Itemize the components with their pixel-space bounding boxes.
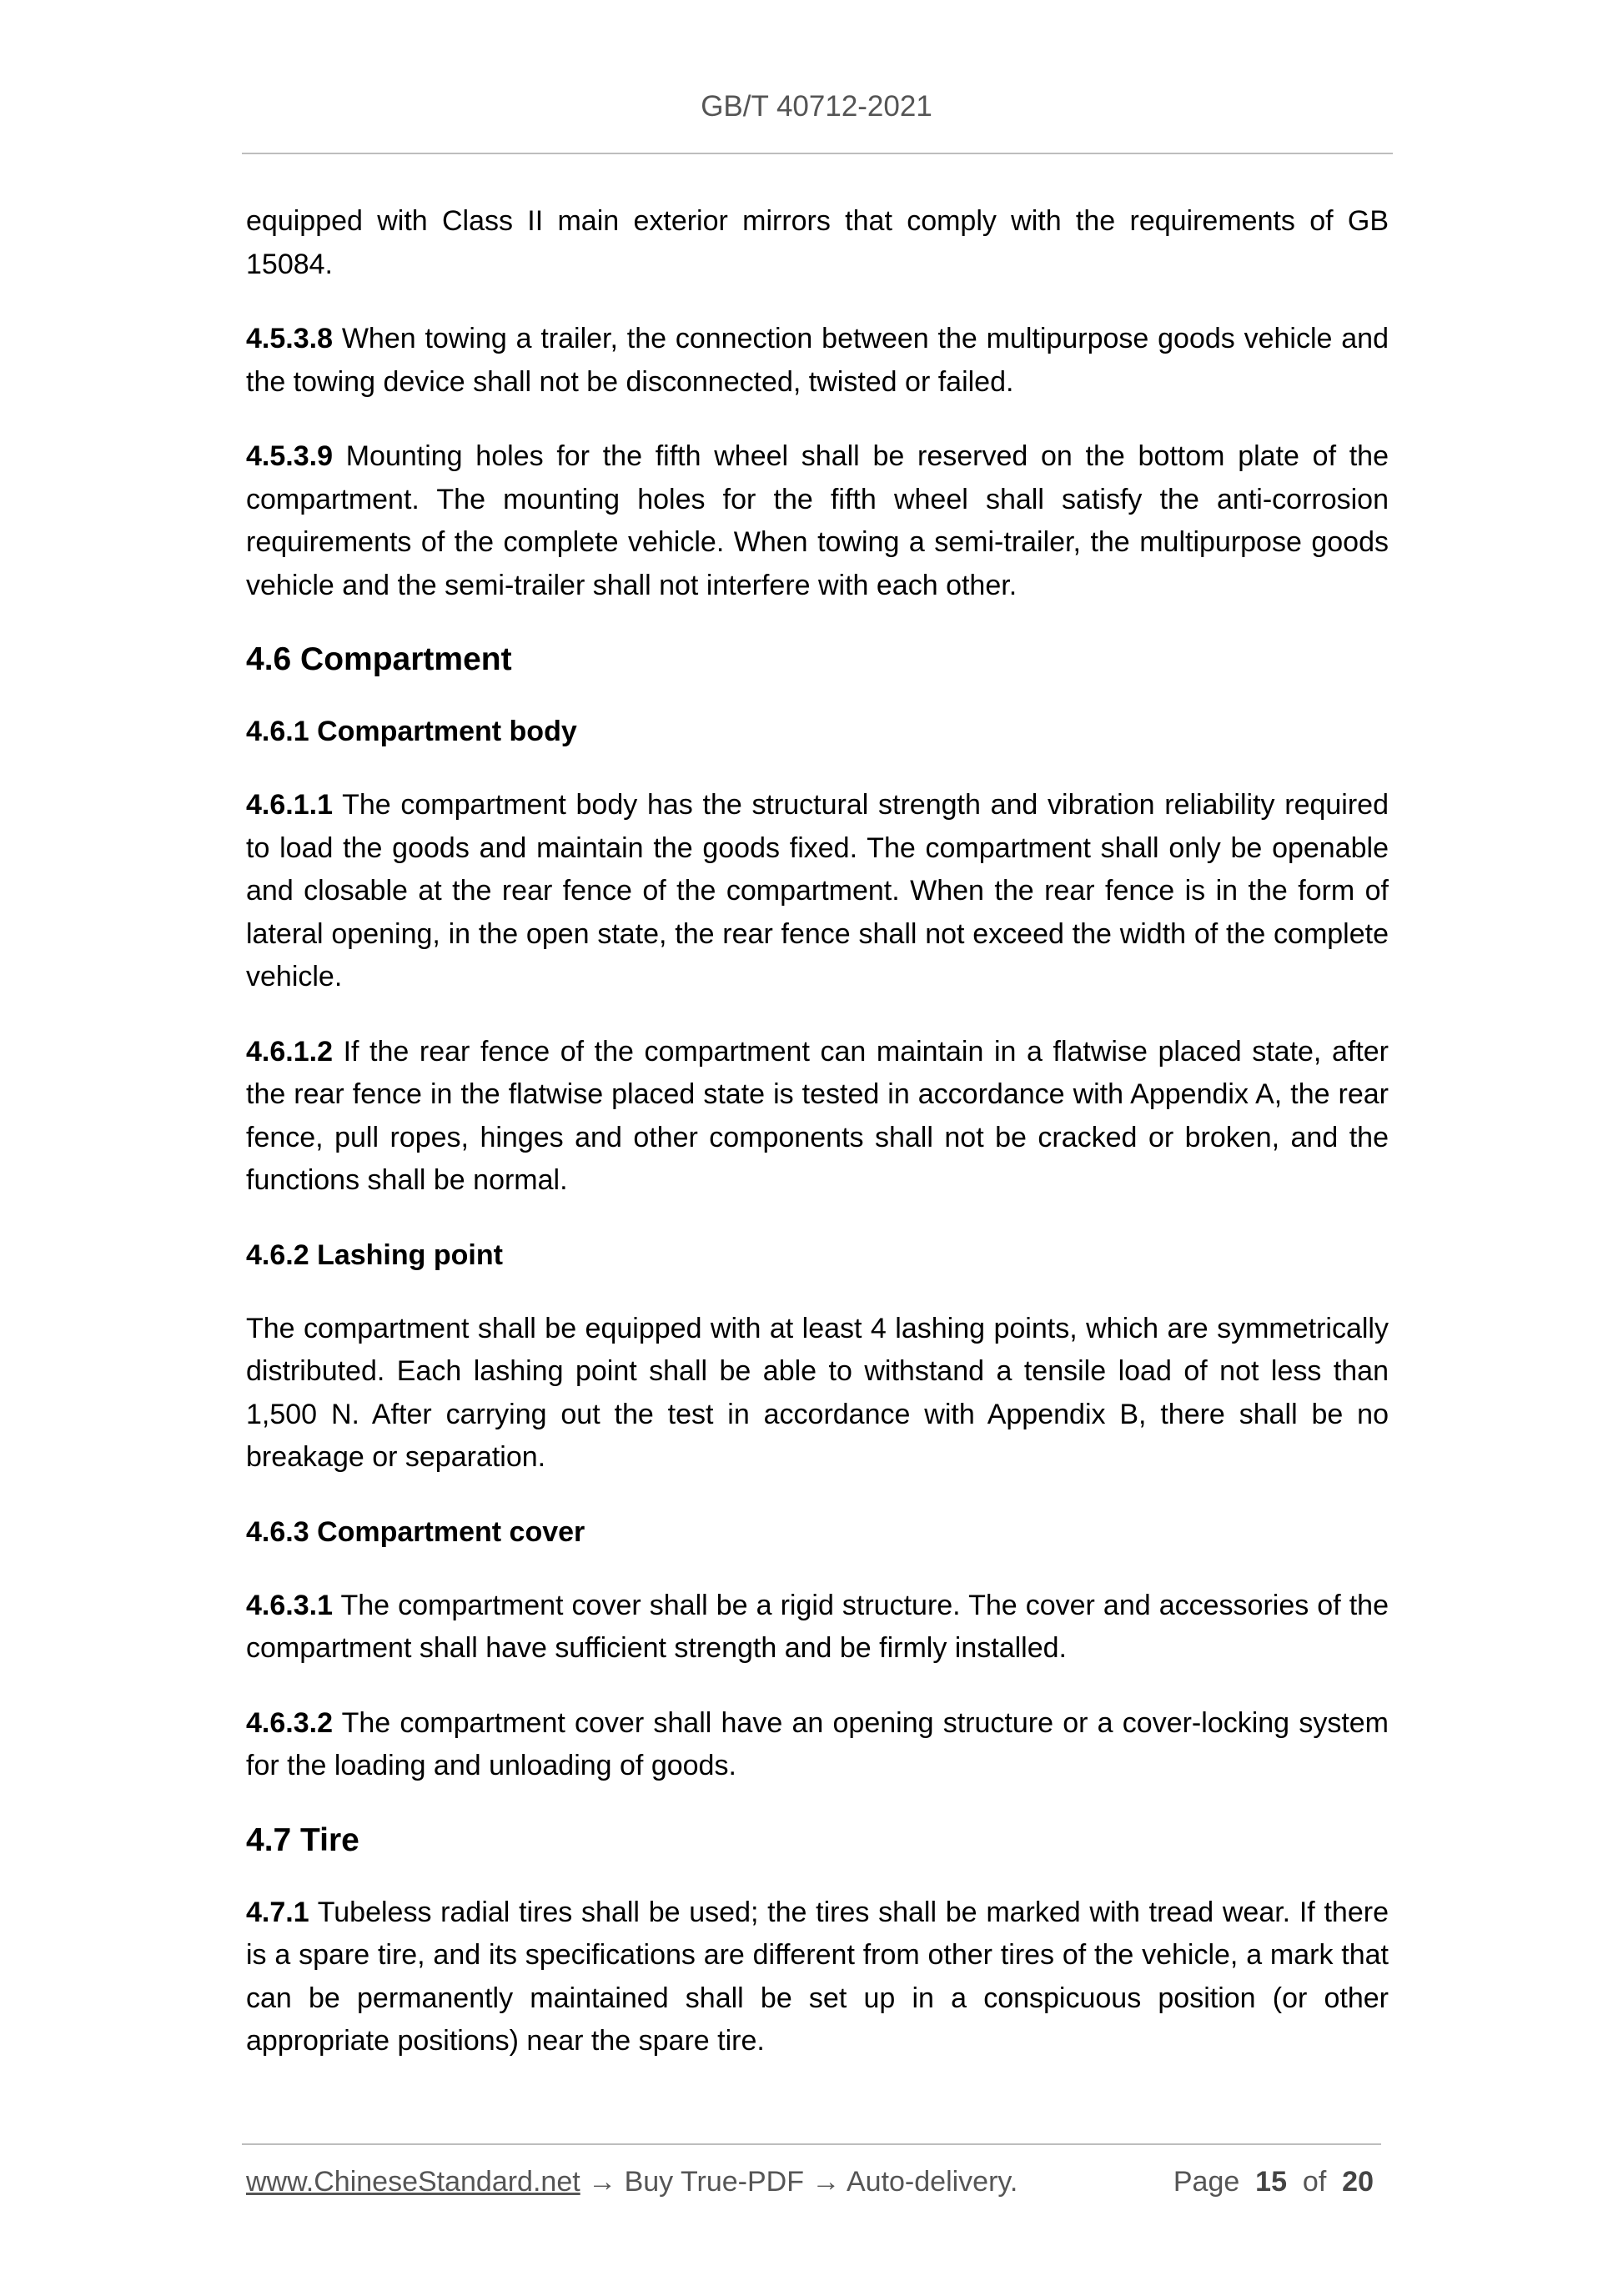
clause-4-6-3-1 [246, 1585, 1389, 1671]
clause-text: The compartment body has the structural strength and vibration reliability required to load the goods and maintain the goods fixed. The compartment shall only be openable and closable at the rear fence of the compartment. When the rear fence is in the form of lateral opening, in the open state, the rear fence shall not exceed the width of the complete vehicle. [246, 789, 1389, 992]
clause-4-6-1-1 [246, 784, 1389, 999]
clause-text: Tubeless radial tires shall be used; the tires shall be marked with tread wear. If there is a spare tire, and its specifications are different from other tires of the vehicle, a mark that can be permanently maintained shall be set up in a conspicuous position (or other appropriate positions) near the spare tire. [246, 1896, 1389, 2057]
clause-number: 4.5.3.9 [246, 440, 333, 472]
document-header-title: GB/T 40712-2021 [701, 90, 932, 123]
paragraph-lashing-point: The compartment shall be equipped with at least 4 lashing points, which are symmetrically distributed. Each lashing point shall be able to withstand a tensile load of not less than 1,500 N. After carrying out the test in accordance with Appendix B, there shall be no breakage or separation. [246, 1312, 1389, 1473]
clause-text: The compartment cover shall be a rigid structure. The cover and accessories of the compartment shall have sufficient strength and be firmly installed. [246, 1589, 1389, 1664]
clause-number: 4.6.3.2 [246, 1706, 333, 1739]
subsection-heading-4-6-2: 4.6.2 Lashing point [246, 1238, 503, 1271]
header-divider [242, 153, 1393, 154]
footer-promo [246, 2166, 1018, 2198]
clause-text: Mounting holes for the fifth wheel shall be reserved on the bottom plate of the compartment. The mounting holes for the fifth wheel shall satisfy the anti-corrosion requirements of the complete vehicle. When towing a semi-trailer, the multipurpose goods vehicle and the semi-trailer shall not interfere with each other. [246, 440, 1389, 601]
subsection-heading-4-6-3: 4.6.3 Compartment cover [246, 1515, 585, 1548]
current-page-number: 15 [1255, 2166, 1287, 2198]
clause-text: When towing a trailer, the connection between the multipurpose goods vehicle and the towing device shall not be disconnected, twisted or failed. [246, 323, 1389, 398]
clause-number: 4.7.1 [246, 1896, 309, 1928]
footer-divider [242, 2143, 1381, 2145]
clause-4-5-3-8 [246, 318, 1389, 404]
document-body [246, 200, 1389, 2095]
clause-number: 4.5.3.8 [246, 323, 333, 354]
clause-text: The compartment cover shall have an opening structure or a cover-locking system for the loading and unloading of goods. [246, 1706, 1389, 1781]
section-heading-4-7: 4.7 Tire [246, 1821, 359, 1858]
total-pages-number: 20 [1342, 2166, 1374, 2198]
page-label: Page [1173, 2166, 1240, 2198]
subsection-heading-4-6-1: 4.6.1 Compartment body [246, 716, 577, 747]
clause-4-7-1 [246, 1892, 1389, 2063]
section-heading-4-6: 4.6 Compartment [246, 641, 512, 677]
clause-number: 4.6.3.1 [246, 1589, 333, 1621]
footer-promo-text: → Buy True-PDF → Auto-delivery. [580, 2166, 1018, 2198]
clause-4-6-3-2 [246, 1702, 1389, 1788]
clause-number: 4.6.1.2 [246, 1035, 333, 1068]
of-label: of [1302, 2166, 1327, 2198]
clause-text: If the rear fence of the compartment can maintain in a flatwise placed state, after the rear fence in the flatwise placed state is tested in accordance with Appendix A, the rear fence, pull ropes, hinges and other components shall not be cracked or broken, and the functions shall be normal. [246, 1035, 1389, 1196]
clause-4-5-3-9 [246, 435, 1389, 607]
website-link[interactable]: www.ChineseStandard.net [246, 2166, 580, 2198]
clause-number: 4.6.1.1 [246, 789, 333, 821]
paragraph-continuation: equipped with Class II main exterior mirrors that comply with the requirements of GB 15084. [246, 205, 1389, 280]
page-indicator [1173, 2166, 1374, 2198]
clause-4-6-1-2 [246, 1031, 1389, 1203]
